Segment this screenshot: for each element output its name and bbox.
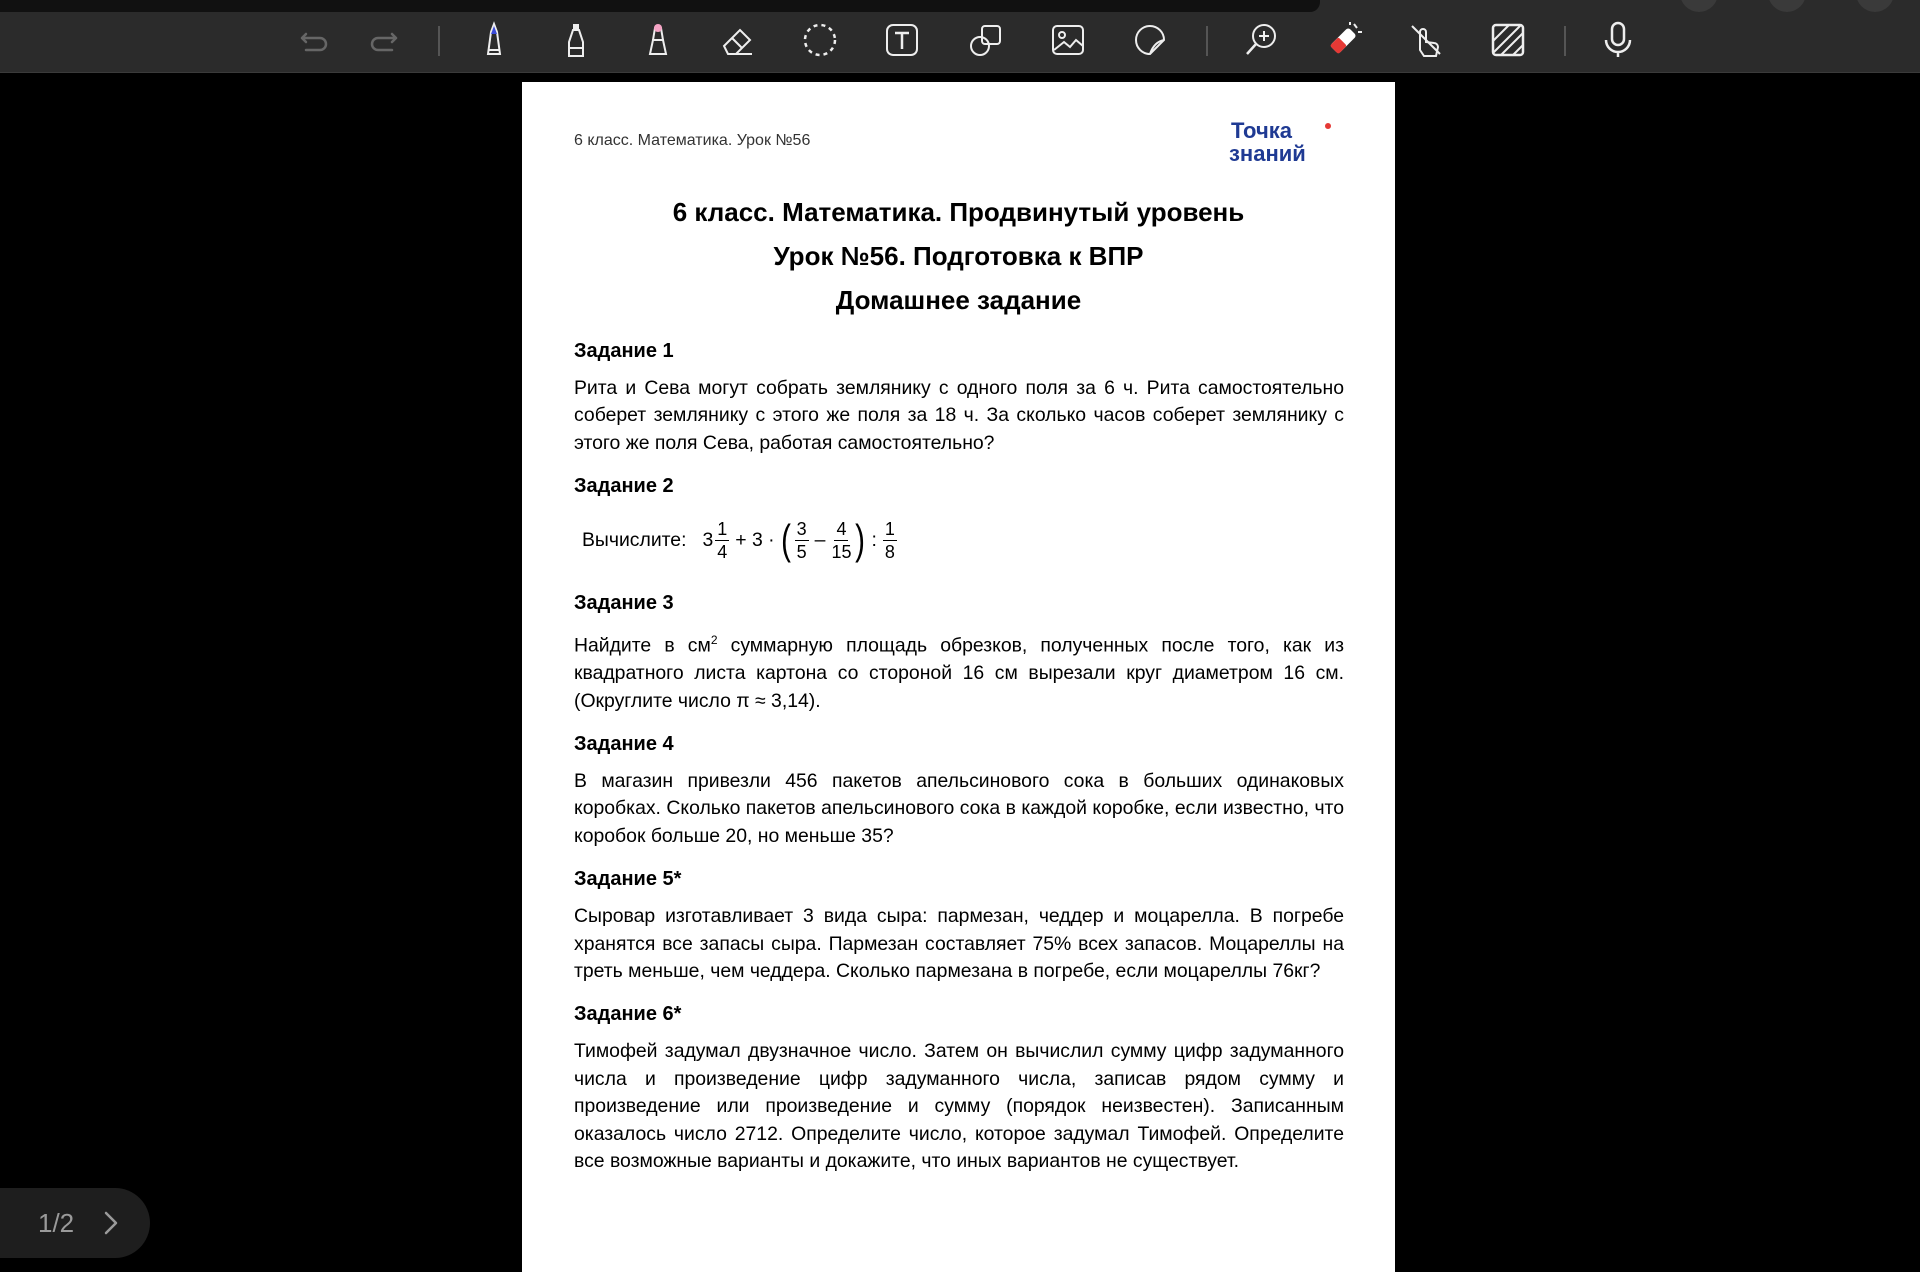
formula-prefix: Вычислите: [582, 528, 687, 551]
task-title: Задание 2 [574, 475, 674, 498]
homework-title: Домашнее задание [835, 285, 1082, 315]
svg-text:знаний: знаний [1229, 141, 1306, 166]
window-control[interactable] [1856, 0, 1894, 12]
window-control[interactable] [1768, 0, 1806, 12]
operator: – [814, 528, 826, 551]
tasks [574, 340, 1344, 1193]
svg-text:Точка: Точка [1231, 118, 1292, 143]
task-text [574, 627, 1344, 715]
logo [1225, 116, 1345, 166]
denominator: 15 [831, 541, 852, 562]
page-counter: 1/2 [38, 1207, 75, 1238]
numerator: 1 [884, 518, 895, 539]
zoom-in-icon[interactable] [1240, 18, 1284, 62]
fraction [883, 518, 897, 563]
task-text: Тимофей задумал двузначное число. Затем он вычислил сумму цифр задуманного числа и произведение цифр задуманного числа, записав рядом сумму и произведение или произведение и сумму (порядок неизвестен). Записанным оказалось число 2712. Определите число, которое задумал Тимофей. Определите все возможные варианты и докажите, что иных вариантов не существует. [574, 1040, 1344, 1172]
lasso-select-icon[interactable] [798, 18, 842, 62]
formula-whole: 3 [702, 528, 714, 551]
toolbar-separator [438, 26, 440, 56]
toolbar [0, 0, 1920, 73]
task-title: Задание 4 [574, 732, 674, 755]
operator: : [871, 528, 877, 551]
denominator: 4 [717, 541, 728, 562]
touch-draw-icon[interactable] [1404, 18, 1448, 62]
pattern-icon[interactable] [1486, 18, 1530, 62]
microphone-icon[interactable] [1596, 18, 1640, 62]
undo-icon[interactable] [292, 18, 336, 62]
task-text: В магазин привезли 456 пакетов апельсинового сока в больших одинаковых коробках. Сколько пакетов апельсинового сока в каждой коробке, если известно, что коробок больше 20, но меньше 35? [574, 769, 1344, 847]
sticker-icon[interactable] [1128, 18, 1172, 62]
page-header: 6 класс. Математика. Урок №56 [574, 132, 811, 149]
page-navigator [0, 1188, 150, 1258]
task-title: Задание 5* [574, 868, 682, 891]
shapes-icon[interactable] [964, 18, 1008, 62]
task-title: Задание 3 [574, 592, 674, 615]
superscript: 2 [710, 633, 718, 648]
document-title: 6 класс. Математика. Продвинутый уровень [672, 197, 1245, 227]
task-text: Сыровар изготавливает 3 вида сыра: пармезан, чеддер и моцарелла. В погребе хранятся все запасы сыра. Пармезан составляет 75% всех запасов. Моцареллы на треть меньше, чем чеддера. Сколько пармезана в погребе, если моцареллы 76кг? [574, 905, 1344, 982]
eraser-icon[interactable] [716, 18, 760, 62]
paren-close: ) [855, 516, 866, 564]
text-box-icon[interactable] [880, 18, 924, 62]
operator: + 3 · [735, 528, 775, 551]
document-page [522, 82, 1395, 1272]
task-title: Задание 1 [574, 340, 674, 362]
next-page-icon[interactable] [100, 1208, 122, 1238]
pen-icon[interactable] [472, 18, 516, 62]
window-controls [1680, 0, 1920, 12]
denominator: 8 [884, 541, 895, 562]
numerator: 3 [796, 518, 807, 539]
lesson-title: Урок №56. Подготовка к ВПР [773, 241, 1144, 271]
denominator: 5 [796, 541, 807, 562]
task-text-part: Найдите в см [574, 634, 711, 657]
image-icon[interactable] [1046, 18, 1090, 62]
fraction [831, 518, 851, 563]
top-strip [0, 0, 1320, 12]
task-text-part: суммарную площадь обрезков, полученных после того, как из квадратного листа картона со стороной 16 см вырезали круг диаметром 16 см. (Округлите число π ≈ 3,14). [574, 634, 1344, 712]
fraction [715, 518, 729, 563]
paren-open: ( [780, 516, 791, 564]
toolbar-separator [1564, 26, 1566, 56]
numerator: 1 [717, 518, 728, 539]
window-control[interactable] [1680, 0, 1718, 12]
marker-icon[interactable] [554, 18, 598, 62]
highlighter-icon[interactable] [636, 18, 680, 62]
title-block [522, 190, 1395, 322]
redo-icon[interactable] [362, 18, 406, 62]
laser-pointer-icon[interactable] [1322, 18, 1366, 62]
formula [582, 510, 1344, 570]
fraction [795, 518, 809, 563]
task-text: Рита и Сева могут собрать землянику с одного поля за 6 ч. Рита самостоятельно соберет землянику с этого же поля за 18 ч. За сколько часов соберет землянику с этого же поля Сева, работая самостоятельно? [574, 377, 1344, 454]
numerator: 4 [836, 518, 847, 539]
toolbar-separator [1206, 26, 1208, 56]
task-title: Задание 6* [574, 1003, 682, 1026]
